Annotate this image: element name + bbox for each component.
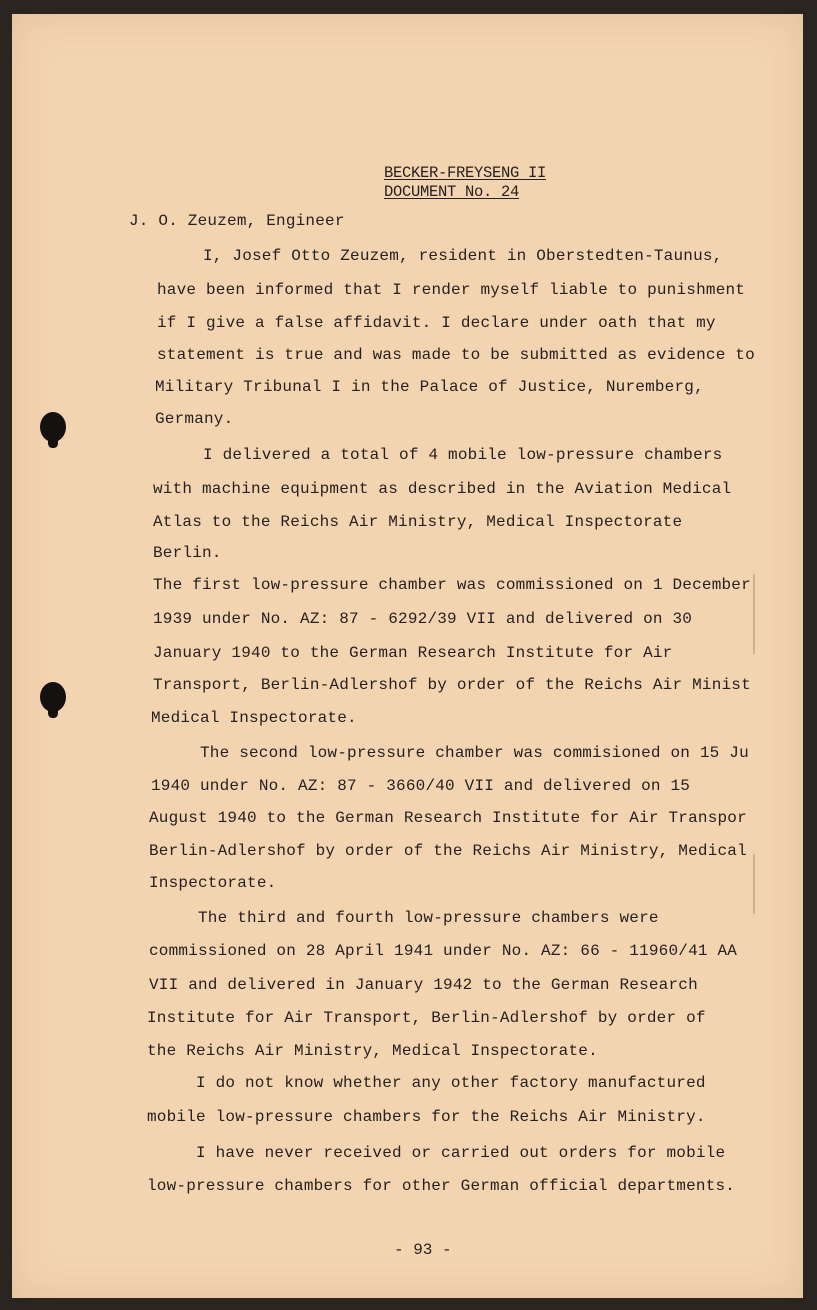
body-line: 1940 under No. AZ: 87 - 3660/40 VII and delivered on 15: [151, 777, 691, 795]
header-line-2: DOCUMENT No. 24: [384, 183, 520, 201]
body-line: 1939 under No. AZ: 87 - 6292/39 VII and delivered on 30: [153, 610, 693, 628]
body-line: Atlas to the Reichs Air Ministry, Medical Inspectorate: [153, 513, 683, 531]
punch-hole-bottom: [40, 682, 66, 712]
document-header: [384, 164, 546, 202]
body-line: if I give a false affidavit. I declare under oath that my: [157, 314, 716, 332]
body-line: VII and delivered in January 1942 to the German Research: [149, 976, 698, 994]
punch-hole-top: [40, 412, 66, 442]
document-page: [12, 14, 803, 1298]
body-line: The third and fourth low-pressure chambers were: [198, 909, 659, 927]
body-line: I delivered a total of 4 mobile low-pressure chambers: [203, 446, 723, 464]
body-line: Transport, Berlin-Adlershof by order of the Reichs Air Minist: [153, 676, 751, 694]
body-line: August 1940 to the German Research Institute for Air Transpor: [149, 809, 747, 827]
body-line: Germany.: [155, 410, 234, 428]
body-line: Military Tribunal I in the Palace of Justice, Nuremberg,: [155, 378, 704, 396]
body-line: Berlin.: [153, 544, 222, 562]
page-number: - 93 -: [394, 1241, 452, 1259]
body-line: the Reichs Air Ministry, Medical Inspectorate.: [147, 1042, 598, 1060]
body-line: have been informed that I render myself liable to punishment: [157, 281, 746, 299]
edge-mark: [753, 854, 755, 914]
author-line: J. O. Zeuzem, Engineer: [129, 212, 345, 230]
body-line: with machine equipment as described in the Aviation Medical: [153, 480, 732, 498]
body-line: Berlin-Adlershof by order of the Reichs Air Ministry, Medical: [149, 842, 747, 860]
body-line: Institute for Air Transport, Berlin-Adlershof by order of: [147, 1009, 706, 1027]
body-line: low-pressure chambers for other German official departments.: [147, 1177, 736, 1195]
body-line: I do not know whether any other factory manufactured: [196, 1074, 706, 1092]
header-line-1: BECKER-FREYSENG II: [384, 164, 547, 182]
body-line: The first low-pressure chamber was commissioned on 1 December: [153, 576, 751, 594]
body-line: statement is true and was made to be submitted as evidence to: [157, 346, 755, 364]
edge-mark: [753, 574, 755, 654]
body-line: Medical Inspectorate.: [151, 709, 357, 727]
body-line: I have never received or carried out orders for mobile: [196, 1144, 726, 1162]
body-line: Inspectorate.: [149, 874, 277, 892]
body-line: mobile low-pressure chambers for the Reichs Air Ministry.: [147, 1108, 706, 1126]
body-line: The second low-pressure chamber was commisioned on 15 Ju: [200, 744, 749, 762]
body-line: commissioned on 28 April 1941 under No. AZ: 66 - 11960/41 AA: [149, 942, 738, 960]
body-line: January 1940 to the German Research Institute for Air: [153, 644, 673, 662]
body-line: I, Josef Otto Zeuzem, resident in Oberstedten-Taunus,: [203, 247, 723, 265]
